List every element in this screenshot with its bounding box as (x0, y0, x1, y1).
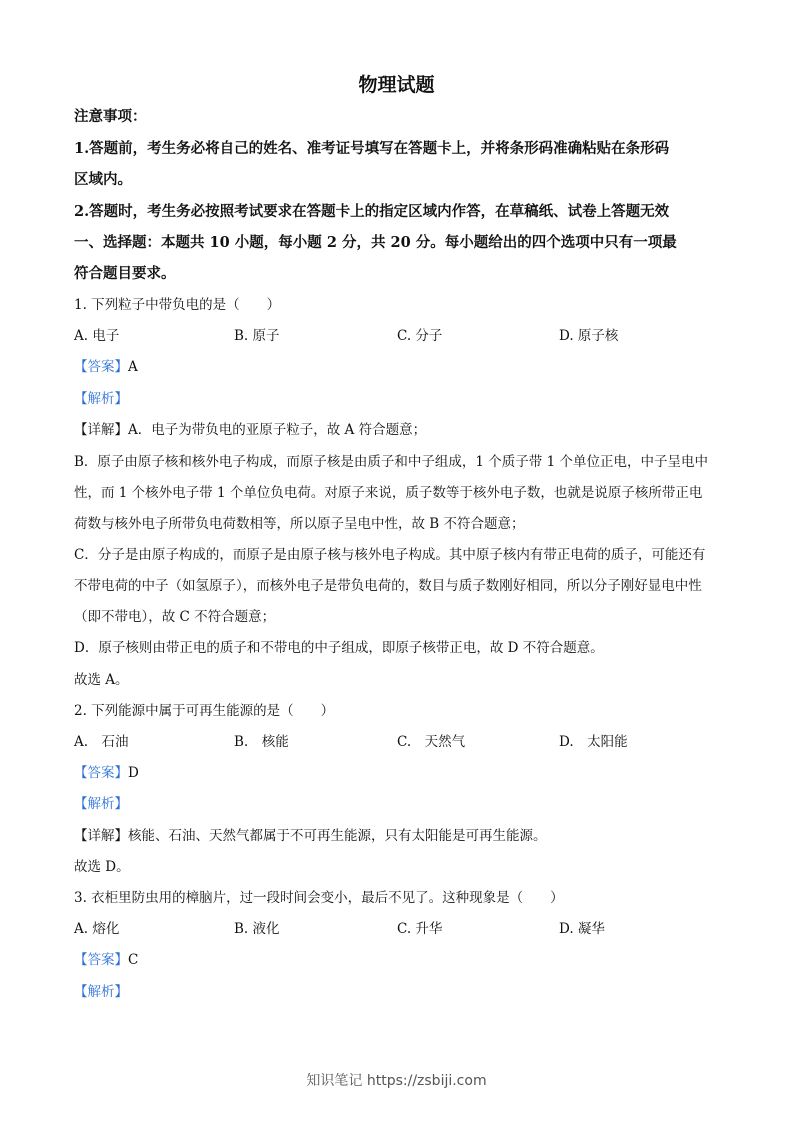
detail-tag: 【详解】 (74, 422, 128, 438)
q1-detail-line: B．原子由原子核和核外电子构成，而原子核是由质子和中子组成，1 个质子带 1 个单位正电，中子呈电中 (74, 454, 708, 470)
q1-detail-line: 性，而 1 个核外电子带 1 个单位负电荷。对原子来说，质子数等于核外电子数，也就是说原子核所带正电 (74, 485, 703, 501)
section-heading-cont: 符合题目要求。 (74, 265, 176, 282)
q2-option-c: C. 天然气 (397, 734, 466, 750)
q3-option-c: C. 升华 (397, 921, 443, 937)
q3-answer (74, 950, 138, 970)
q2-option-b: B. 核能 (234, 734, 289, 750)
q1-analysis-tag: 【解析】 (74, 391, 128, 407)
answer-tag: 【答案】 (74, 952, 128, 968)
q1-option-a: A. 电子 (74, 328, 120, 344)
question-1-stem: 1. 下列粒子中带负电的是（ ） (74, 297, 281, 313)
detail-tag: 【详解】 (74, 828, 128, 844)
question-3-stem: 3. 衣柜里防虫用的樟脑片，过一段时间会变小，最后不见了。这种现象是（ ） (74, 890, 564, 906)
q3-option-b: B. 液化 (234, 921, 280, 937)
notice-item-2: 2.答题时，考生务必按照考试要求在答题卡上的指定区域内作答，在草稿纸、试卷上答题无效 (74, 203, 670, 220)
answer-value: C (128, 952, 139, 968)
question-2-stem: 2. 下列能源中属于可再生能源的是（ ） (74, 703, 335, 719)
q2-analysis-tag: 【解析】 (74, 796, 128, 812)
q1-option-d: D. 原子核 (559, 328, 619, 344)
answer-tag: 【答案】 (74, 359, 128, 375)
q1-detail-line: 荷数与核外电子所带负电荷数相等，所以原子呈电中性，故 B 不符合题意； (74, 516, 525, 532)
q1-detail-line: C．分子是由原子构成的，而原子是由原子核与核外电子构成。其中原子核内有带正电荷的质子，可能还有 (74, 547, 706, 563)
q1-detail-line: （即不带电），故 C 不符合题意； (74, 609, 276, 625)
answer-tag: 【答案】 (74, 765, 128, 781)
footer-watermark: 知识笔记 https://zsbiji.com (306, 1073, 487, 1089)
q1-option-b: B. 原子 (234, 328, 280, 344)
q2-answer (74, 763, 139, 783)
answer-value: A (128, 359, 138, 375)
q1-answer (74, 357, 138, 377)
q1-detail-line: 【详解】A．电子为带负电的亚原子粒子，故 A 符合题意； (74, 422, 427, 438)
notice-item-1: 1.答题前，考生务必将自己的姓名、准考证号填写在答题卡上，并将条形码准确粘贴在条形码 (74, 140, 670, 157)
q3-option-a: A. 熔化 (74, 921, 120, 937)
q2-detail-line: 【详解】核能、石油、天然气都属于不可再生能源，只有太阳能是可再生能源。 (74, 828, 547, 844)
answer-value: D (128, 765, 139, 781)
q1-conclusion: 故选 A。 (74, 672, 129, 688)
notice-item-1-cont: 区域内。 (74, 171, 132, 188)
q3-analysis-tag: 【解析】 (74, 984, 128, 1000)
q1-option-c: C. 分子 (397, 328, 443, 344)
q2-conclusion: 故选 D。 (74, 859, 130, 875)
section-heading: 一、选择题：本题共 10 小题，每小题 2 分，共 20 分。每小题给出的四个选项中只有一项最 (74, 234, 677, 251)
page-title: 物理试题 (358, 74, 435, 96)
q1-detail-line: 不带电荷的中子（如氢原子），而核外电子是带负电荷的，数目与质子数刚好相同，所以分子刚好显电中性 (74, 578, 702, 594)
notice-heading: 注意事项： (74, 108, 147, 125)
q2-option-a: A. 石油 (74, 734, 129, 750)
q3-option-d: D. 凝华 (559, 921, 605, 937)
q1-detail-line: D．原子核则由带正电的质子和不带电的中子组成，即原子核带正电，故 D 不符合题意。 (74, 640, 604, 656)
q2-option-d: D. 太阳能 (559, 734, 628, 750)
